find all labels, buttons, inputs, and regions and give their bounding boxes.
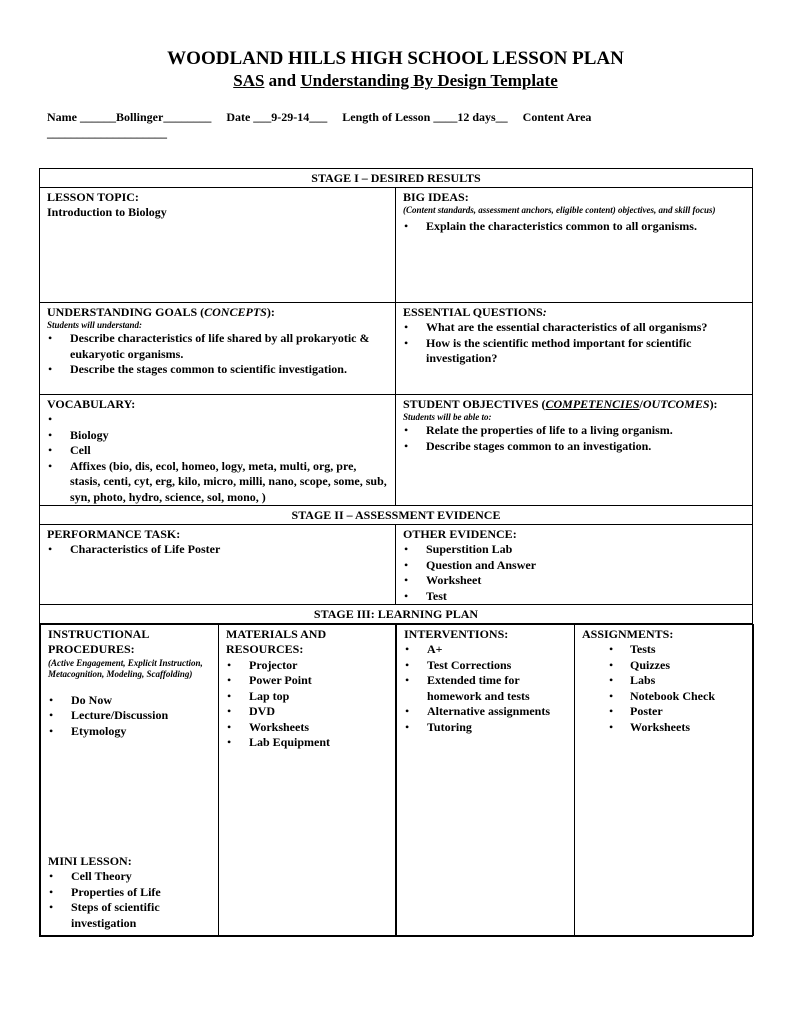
- document-subtitle: [0, 71, 791, 91]
- instructional-procedures-cell: [41, 624, 219, 935]
- list-item: • Do Now: [48, 693, 211, 709]
- list-item: • Relate the properties of life to a living organism.: [403, 423, 745, 439]
- subtitle-and: and: [264, 71, 301, 90]
- list-item: • Test Corrections: [404, 658, 567, 674]
- list-item: • Notebook Check: [582, 689, 746, 705]
- materials-label: MATERIALS AND RESOURCES:: [226, 626, 327, 656]
- list-item: • Superstition Lab: [403, 542, 745, 558]
- performance-task-label: PERFORMANCE TASK:: [47, 526, 181, 541]
- understanding-list: [47, 331, 388, 378]
- subtitle-ubd: Understanding By Design Template: [300, 71, 558, 90]
- list-item: • Describe the stages common to scientific investigation.: [47, 362, 388, 378]
- big-ideas-cell: [396, 187, 753, 302]
- stage-3-heading: STAGE III: LEARNING PLAN: [40, 605, 753, 624]
- big-ideas-list: [403, 219, 745, 235]
- list-item: • Extended time for homework and tests: [404, 673, 567, 704]
- instructional-list: [48, 693, 211, 740]
- stage-1-heading: STAGE I – DESIRED RESULTS: [40, 169, 753, 188]
- list-item: • Quizzes: [582, 658, 746, 674]
- performance-task-list: [47, 542, 388, 558]
- big-ideas-label: BIG IDEAS:: [403, 189, 469, 204]
- list-item: • Affixes (bio, dis, ecol, homeo, logy, meta, multi, org, pre, stasis, centi, cyt, erg, kilo, micro, milli, nano, scope, some, sub, syn, photo, hydro, science, sol, mono, ): [47, 459, 388, 506]
- performance-task-cell: [40, 524, 396, 605]
- student-objectives-cell: [396, 394, 753, 506]
- list-item: • Steps of scientific investigation: [48, 900, 211, 931]
- interventions-label: INTERVENTIONS:: [404, 626, 509, 641]
- list-item: • Describe characteristics of life shared by all prokaryotic & eukaryotic organisms.: [47, 331, 388, 362]
- list-item: • What are the essential characteristics of all organisms?: [403, 320, 745, 336]
- understanding-goals-label: UNDERSTANDING GOALS (CONCEPTS):: [47, 304, 275, 319]
- list-item: • Projector: [226, 658, 389, 674]
- other-evidence-list: [403, 542, 745, 604]
- list-item: • Lecture/Discussion: [48, 708, 211, 724]
- assignments-list: [582, 642, 746, 735]
- mini-lesson-block: [48, 854, 211, 932]
- understanding-note: Students will understand:: [47, 320, 143, 330]
- list-item: • Lab Equipment: [226, 735, 389, 751]
- list-item: • Labs: [582, 673, 746, 689]
- assignments-cell: [575, 624, 754, 935]
- content-area-line: ____________________: [47, 126, 167, 140]
- student-objectives-list: [403, 423, 745, 454]
- other-evidence-label: OTHER EVIDENCE:: [403, 526, 517, 541]
- essential-questions-label: ESSENTIAL QUESTIONS:: [403, 304, 547, 319]
- instructional-procedures-label: INSTRUCTIONAL PROCEDURES:: [48, 626, 149, 656]
- student-objectives-label: STUDENT OBJECTIVES (COMPETENCIES/OUTCOMES):: [403, 396, 718, 411]
- lesson-topic-cell: [40, 187, 396, 302]
- vocabulary-cell: [40, 394, 396, 506]
- list-item: • Worksheets: [582, 720, 746, 736]
- lesson-topic-label: LESSON TOPIC:: [47, 189, 139, 204]
- lesson-info-line: Name ______Bollinger________ Date ___9-29-14___ Length of Lesson ____12 days__ Content Area: [47, 110, 592, 124]
- mini-lesson-list: [48, 869, 211, 931]
- list-item: • Poster: [582, 704, 746, 720]
- materials-cell: [219, 624, 397, 935]
- list-item: • Power Point: [226, 673, 389, 689]
- stage-3-right: [396, 623, 753, 936]
- list-item: • Cell Theory: [48, 869, 211, 885]
- instructional-note: (Active Engagement, Explicit Instruction, Metacognition, Modeling, Scaffolding): [48, 657, 203, 679]
- list-item: • Lap top: [226, 689, 389, 705]
- interventions-cell: [397, 624, 575, 935]
- student-objectives-note: Students will be able to:: [403, 412, 492, 422]
- list-item: • Biology: [47, 428, 388, 444]
- list-item: [47, 412, 388, 428]
- list-item: • Test: [403, 589, 745, 605]
- list-item: • Etymology: [48, 724, 211, 740]
- list-item: • A+: [404, 642, 567, 658]
- list-item: • Tests: [582, 642, 746, 658]
- list-item: • Question and Answer: [403, 558, 745, 574]
- list-item: • DVD: [226, 704, 389, 720]
- lesson-plan-table: [39, 168, 753, 937]
- big-ideas-note: (Content standards, assessment anchors, eligible content) objectives, and skill focus): [403, 205, 716, 215]
- vocabulary-list: [47, 412, 388, 505]
- assignments-label: ASSIGNMENTS:: [582, 626, 674, 641]
- list-item: • Worksheet: [403, 573, 745, 589]
- mini-lesson-label: MINI LESSON:: [48, 853, 132, 868]
- list-item: • Characteristics of Life Poster: [47, 542, 388, 558]
- subtitle-sas: SAS: [233, 71, 265, 90]
- list-item: • Cell: [47, 443, 388, 459]
- lesson-topic-value: Introduction to Biology: [47, 205, 167, 219]
- list-item: • Alternative assignments: [404, 704, 567, 720]
- interventions-list: [404, 642, 567, 735]
- materials-list: [226, 658, 389, 751]
- essential-questions-list: [403, 320, 745, 367]
- essential-questions-cell: [396, 302, 753, 394]
- list-item: • Tutoring: [404, 720, 567, 736]
- stage-2-heading: STAGE II – ASSESSMENT EVIDENCE: [40, 506, 753, 525]
- list-item: • Worksheets: [226, 720, 389, 736]
- stage-3-left: [40, 623, 396, 936]
- vocabulary-label: VOCABULARY:: [47, 396, 136, 411]
- list-item: • Properties of Life: [48, 885, 211, 901]
- list-item: • How is the scientific method important for scientific investigation?: [403, 336, 745, 367]
- list-item: • Describe stages common to an investigation.: [403, 439, 745, 455]
- list-item: • Explain the characteristics common to all organisms.: [403, 219, 745, 235]
- document-title: WOODLAND HILLS HIGH SCHOOL LESSON PLAN: [167, 48, 624, 69]
- understanding-goals-cell: [40, 302, 396, 394]
- other-evidence-cell: [396, 524, 753, 605]
